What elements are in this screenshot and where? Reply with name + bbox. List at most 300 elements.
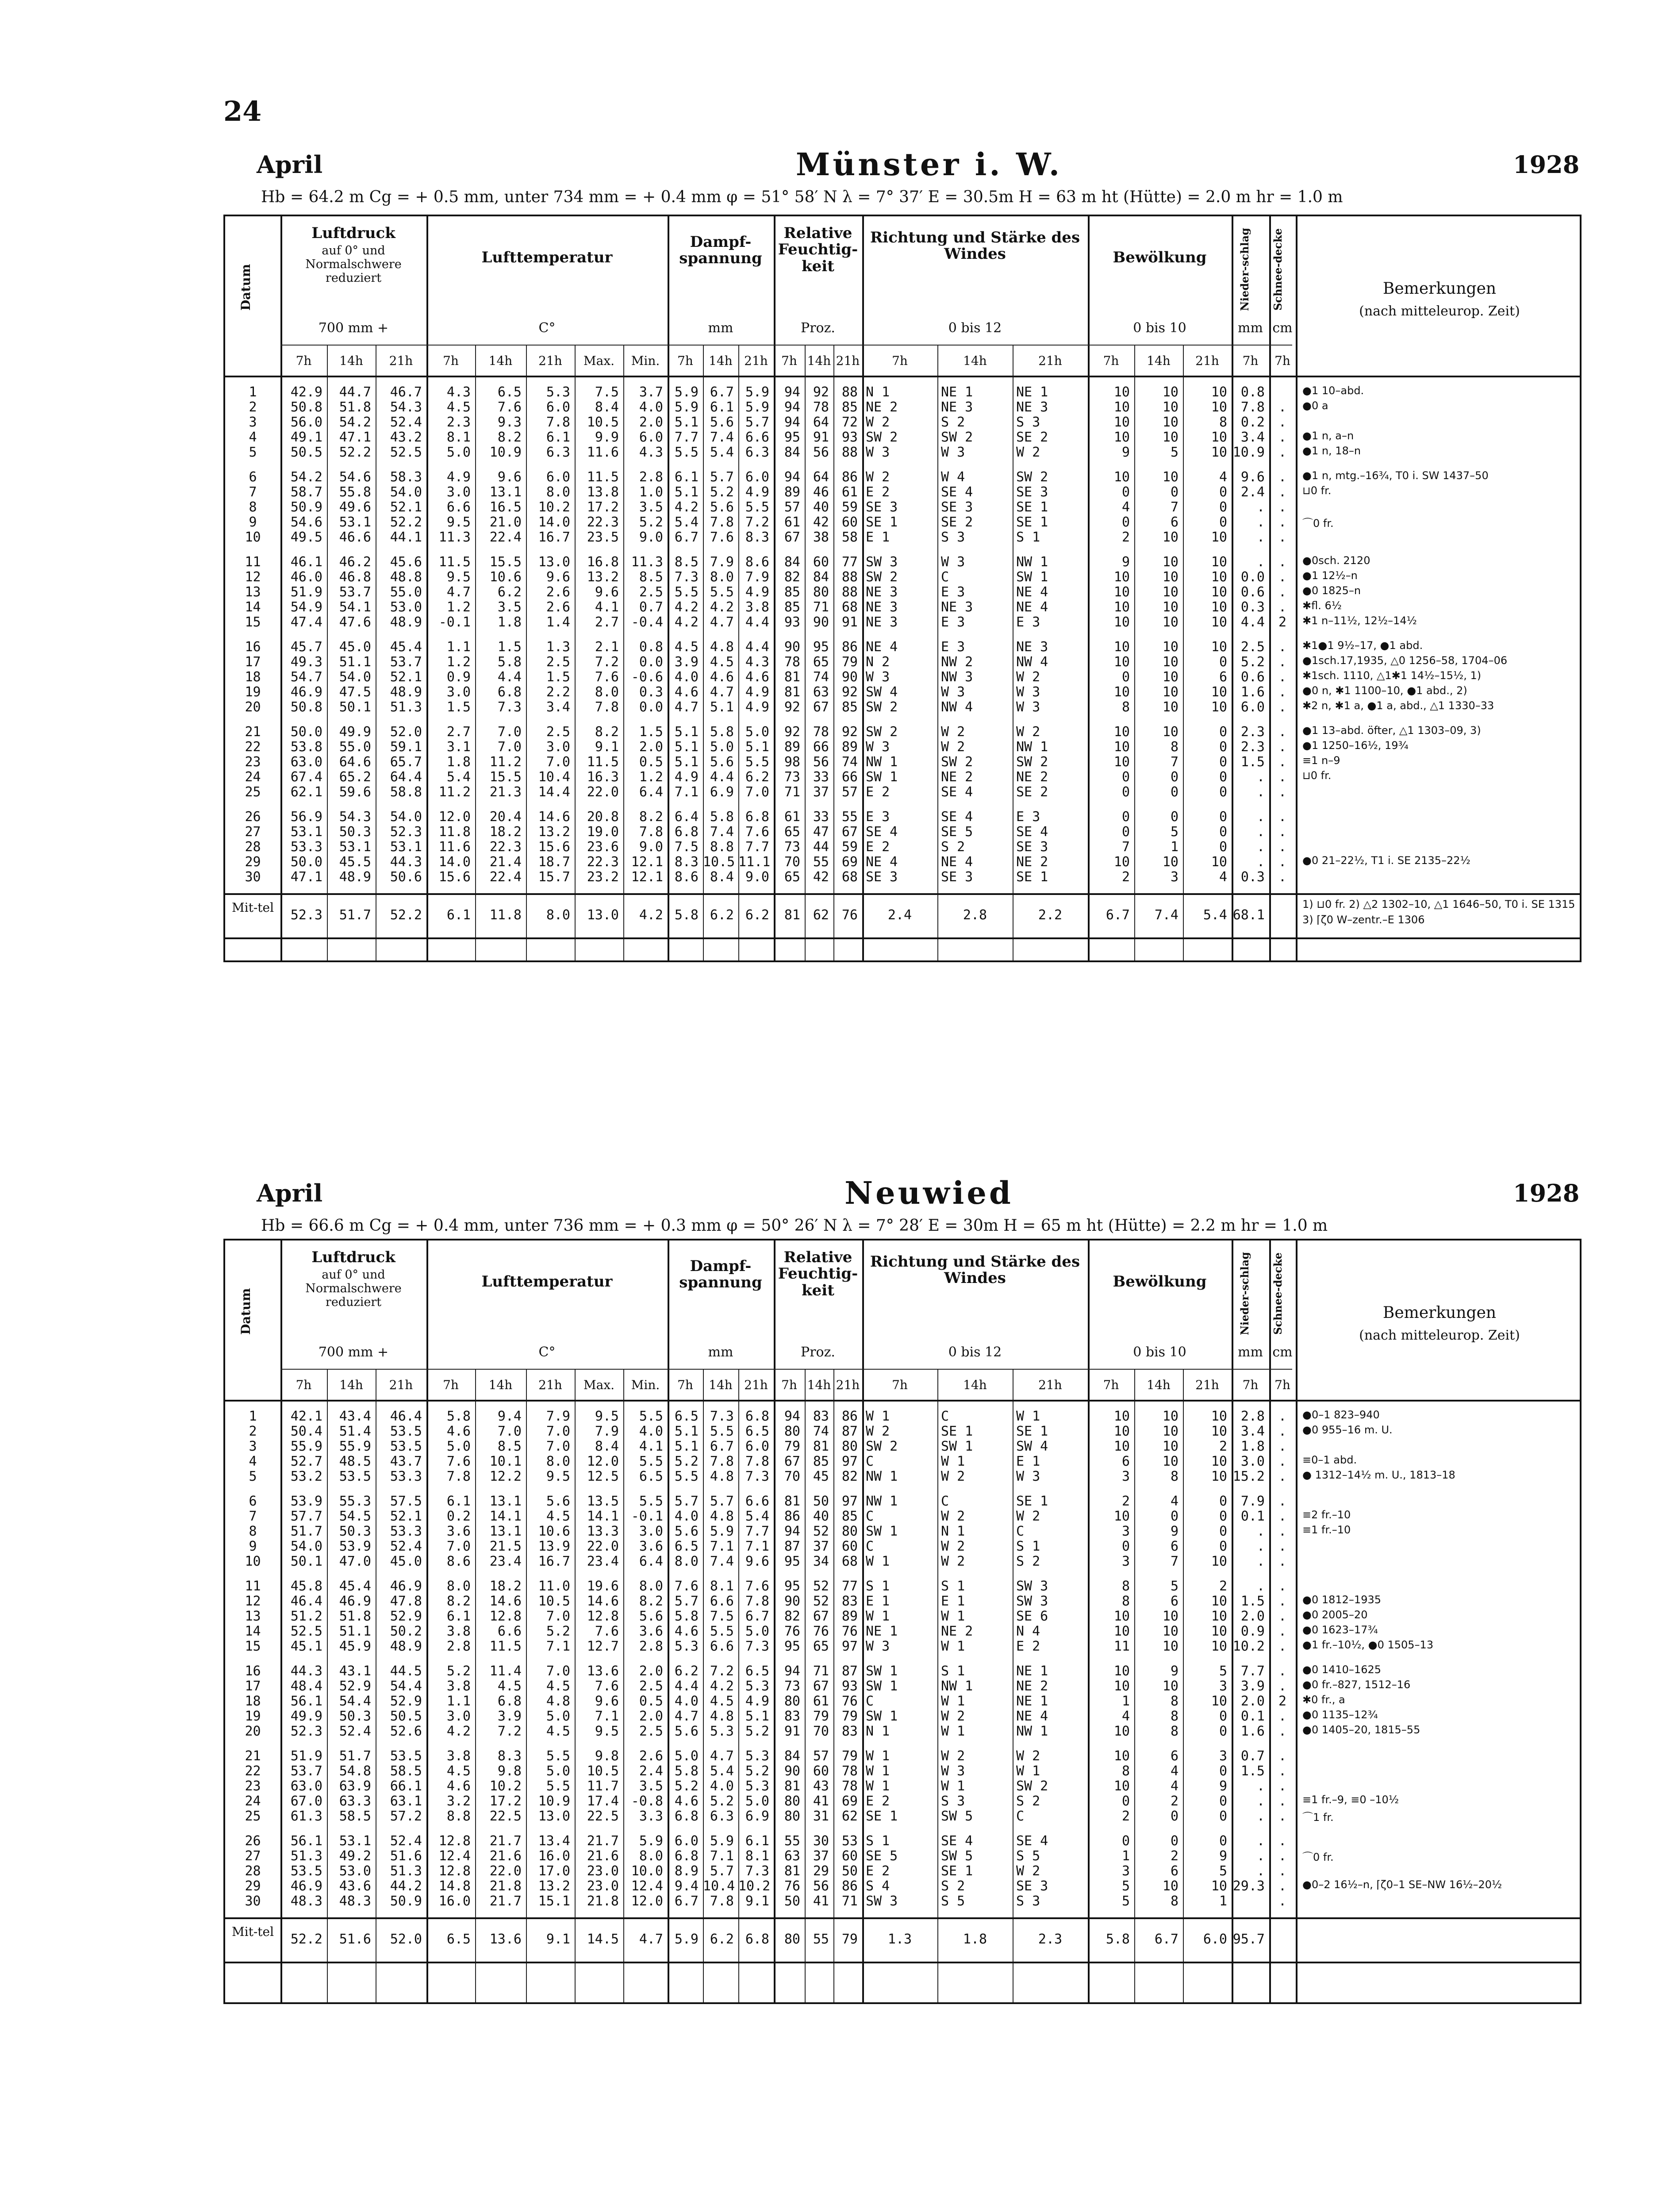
value-cell: 6.1: [446, 1609, 471, 1624]
remark-text: ≡1 n–9: [1302, 754, 1340, 767]
value-cell: 10.9: [538, 1793, 570, 1809]
value-cell: 0.9: [1240, 1624, 1265, 1639]
value-cell: 49.9: [339, 724, 371, 740]
max-label: Max.: [583, 1378, 615, 1392]
wind-cell: S 1: [941, 1663, 965, 1679]
value-cell: 9.0: [639, 839, 663, 855]
value-cell: 88: [841, 445, 858, 460]
value-cell: 10.6: [538, 1524, 570, 1539]
value-cell: 10.2: [1232, 1639, 1265, 1654]
value-cell: 0: [1121, 484, 1130, 500]
value-cell: 10: [1113, 599, 1130, 615]
value-cell: 8: [1121, 699, 1130, 715]
value-cell: 78: [841, 1763, 858, 1779]
date-cell: 10: [245, 530, 261, 545]
value-cell: 4.4: [745, 614, 769, 630]
value-cell: 5.6: [546, 1494, 570, 1509]
date-cell: 12: [245, 1594, 261, 1609]
value-cell: .: [1256, 824, 1265, 840]
value-cell: 5.3: [546, 384, 570, 400]
value-cell: 10: [1113, 614, 1130, 630]
value-cell: 6.3: [546, 445, 570, 460]
value-cell: 37: [813, 784, 829, 800]
value-cell: 6.6: [745, 430, 769, 445]
wind-cell: NE 2: [1016, 1678, 1048, 1694]
value-cell: 3: [1121, 1863, 1130, 1879]
value-cell: 9.1: [595, 739, 619, 755]
bemerkungen-header: Bemerkungen: [1382, 1304, 1497, 1322]
value-cell: 95: [784, 1578, 800, 1594]
value-cell: 3.1: [446, 739, 471, 755]
value-cell: 7.7: [745, 839, 769, 855]
schneedecke-header: Schnee-decke: [1271, 228, 1284, 311]
value-cell: 4.5: [446, 399, 471, 415]
value-cell: 79: [813, 1709, 829, 1724]
value-cell: 52.3: [390, 824, 422, 840]
value-cell: 3: [1219, 1748, 1227, 1764]
value-cell: 0: [1121, 824, 1130, 840]
value-cell: 92: [841, 684, 858, 700]
value-cell: 10: [1113, 399, 1130, 415]
value-cell: .: [1256, 1833, 1265, 1849]
wind-header: Richtung und Stärke des Windes: [870, 1253, 1080, 1287]
value-cell: 67: [813, 1609, 829, 1624]
value-cell: 1.2: [639, 769, 663, 785]
value-cell: 78: [841, 1778, 858, 1794]
value-cell: 53.9: [290, 1494, 322, 1509]
remark-text: ✱1●1 9½–17, ●1 abd.: [1302, 639, 1423, 652]
wind-cell: E 1: [866, 530, 890, 545]
value-cell: 61.3: [290, 1809, 322, 1824]
wind-cell: SW 1: [1016, 569, 1048, 585]
value-cell: 0: [1121, 784, 1130, 800]
value-cell: 6.5: [639, 1469, 663, 1484]
value-cell: 5.5: [639, 1494, 663, 1509]
value-cell: 10: [1211, 445, 1227, 460]
value-cell: 22.0: [587, 784, 619, 800]
value-cell: 56: [813, 754, 829, 770]
value-cell: 94: [784, 384, 800, 400]
value-cell: 3: [1170, 869, 1178, 885]
station-metadata: Hb = 64.2 m Cg = + 0.5 mm, unter 734 mm = + 0.4 mm φ = 51° 58′ N λ = 7° 37′ E = 30.5m H = 63 m ht (Hütte) = 2.0 m hr = 1.0 m: [261, 188, 1343, 206]
value-cell: 33: [813, 809, 829, 825]
value-cell: 2.6: [546, 584, 570, 600]
date-cell: 3: [249, 415, 257, 430]
mittel-value: 2.4: [887, 907, 912, 923]
value-cell: 7.0: [745, 784, 769, 800]
snow-cell: .: [1278, 699, 1287, 715]
wind-cell: S 1: [941, 1578, 965, 1594]
date-cell: 22: [245, 739, 261, 755]
wind-cell: NE 1: [866, 1624, 898, 1639]
hour-label: 14h: [709, 353, 733, 368]
value-cell: 2.4: [1240, 484, 1265, 500]
value-cell: 10: [1113, 1624, 1130, 1639]
value-cell: 46.8: [339, 569, 371, 585]
wind-cell: N 2: [866, 654, 890, 670]
value-cell: 10: [1113, 1409, 1130, 1424]
table-row: [225, 1709, 1580, 1724]
value-cell: 1.5: [546, 669, 570, 685]
wind-cell: C: [866, 1539, 874, 1554]
value-cell: 10: [1211, 430, 1227, 445]
value-cell: 46.9: [290, 684, 322, 700]
schneedecke-header: Schnee-decke: [1271, 1252, 1284, 1335]
value-cell: 50.9: [390, 1893, 422, 1909]
value-cell: 4.0: [639, 1424, 663, 1439]
value-cell: 13.0: [538, 554, 570, 570]
mittel-value: 76: [841, 907, 858, 923]
luftdruck-subtitle: auf 0° und Normalschwere reduziert: [305, 1268, 402, 1310]
remark-text: ●1 10–abd.: [1302, 384, 1364, 397]
value-cell: 50.0: [290, 854, 322, 870]
value-cell: .: [1256, 839, 1265, 855]
value-cell: 88: [841, 569, 858, 585]
value-cell: 8.2: [595, 724, 619, 740]
value-cell: 14.0: [438, 854, 471, 870]
value-cell: 13.4: [538, 1833, 570, 1849]
value-cell: 50.3: [339, 1709, 371, 1724]
date-cell: 2: [249, 399, 257, 415]
value-cell: 0.6: [1240, 584, 1265, 600]
value-cell: 0: [1121, 1833, 1130, 1849]
value-cell: 48.9: [390, 684, 422, 700]
wind-cell: W 3: [941, 684, 965, 700]
value-cell: 17.4: [587, 1793, 619, 1809]
hour-label: 14h: [1147, 353, 1171, 368]
value-cell: 87: [841, 1663, 858, 1679]
wind-cell: NE 4: [866, 854, 898, 870]
value-cell: 22.3: [489, 839, 522, 855]
table-row: [225, 415, 1580, 430]
value-cell: 6.0: [546, 399, 570, 415]
value-cell: 1.8: [446, 754, 471, 770]
value-cell: 34: [813, 1554, 829, 1569]
value-cell: 46.2: [339, 554, 371, 570]
value-cell: 0: [1170, 1509, 1178, 1524]
value-cell: 4.1: [639, 1439, 663, 1454]
value-cell: 5.3: [745, 1748, 769, 1764]
value-cell: 14.6: [538, 809, 570, 825]
wind-cell: SE 1: [1016, 1494, 1048, 1509]
wind-cell: SE 3: [941, 869, 973, 885]
footnote: 1) ⊔0 fr. 2) △2 1302–10, △1 1646–50, T0 i. SE 1315 3) ⌈ζ0 W–zentr.–E 1306: [1302, 898, 1575, 926]
value-cell: 7.6: [497, 399, 522, 415]
wind-cell: E 2: [866, 1793, 890, 1809]
mittel-value: 6.0: [1203, 1932, 1227, 1947]
hour-label: 21h: [1195, 1378, 1219, 1392]
value-cell: 15.7: [538, 869, 570, 885]
value-cell: 1.5: [1240, 754, 1265, 770]
table-row: [225, 599, 1580, 614]
value-cell: 1.4: [546, 614, 570, 630]
wind-cell: NW 1: [866, 754, 898, 770]
wind-cell: W 3: [1016, 1469, 1040, 1484]
value-cell: 5.6: [639, 1609, 663, 1624]
value-cell: 54.1: [339, 599, 371, 615]
value-cell: 91: [784, 1724, 800, 1739]
value-cell: 67.4: [290, 769, 322, 785]
value-cell: 89: [841, 1609, 858, 1624]
value-cell: 4.8: [710, 1709, 734, 1724]
value-cell: 9.3: [497, 415, 522, 430]
wind-cell: W 2: [941, 724, 965, 740]
value-cell: 47.1: [339, 430, 371, 445]
value-cell: 0.0: [639, 654, 663, 670]
wind-cell: SW 3: [1016, 1578, 1048, 1594]
value-cell: 10: [1162, 1624, 1178, 1639]
hour-label: 7h: [781, 353, 797, 368]
value-cell: 63: [813, 684, 829, 700]
value-cell: 16.3: [587, 769, 619, 785]
wind-cell: S 2: [941, 1878, 965, 1894]
wind-cell: SE 1: [941, 1424, 973, 1439]
value-cell: -0.4: [631, 614, 663, 630]
mittel-value: 9.1: [546, 1932, 570, 1947]
value-cell: 16.7: [538, 530, 570, 545]
value-cell: 15.5: [489, 769, 522, 785]
value-cell: 16.7: [538, 1554, 570, 1569]
value-cell: 1: [1121, 1694, 1130, 1709]
value-cell: 3.5: [497, 599, 522, 615]
value-cell: 4.2: [674, 614, 699, 630]
value-cell: 5.5: [639, 1409, 663, 1424]
date-cell: 11: [245, 1578, 261, 1594]
remark-text: ●1sch.17,1935, △0 1256–58, 1704–06: [1302, 654, 1508, 667]
mittel-value: 6.2: [710, 907, 734, 923]
value-cell: 7.4: [710, 430, 734, 445]
value-cell: 54.0: [390, 809, 422, 825]
wind-cell: W 2: [1016, 1863, 1040, 1879]
wind-cell: SW 2: [866, 569, 898, 585]
value-cell: 43.1: [339, 1663, 371, 1679]
value-cell: 53.2: [290, 1469, 322, 1484]
value-cell: 52.5: [390, 445, 422, 460]
value-cell: 4.6: [446, 1778, 471, 1794]
value-cell: 7.0: [546, 754, 570, 770]
value-cell: 46.6: [339, 530, 371, 545]
date-cell: 24: [245, 769, 261, 785]
mittel-value: 5.8: [1106, 1932, 1130, 1947]
table-row: [225, 1509, 1580, 1524]
value-cell: 8.8: [710, 839, 734, 855]
table-row: [225, 784, 1580, 799]
value-cell: 83: [841, 1724, 858, 1739]
value-cell: 14.8: [438, 1878, 471, 1894]
value-cell: 10: [1162, 699, 1178, 715]
value-cell: 52.2: [390, 515, 422, 530]
value-cell: 73: [784, 839, 800, 855]
value-cell: 5.8: [674, 1763, 699, 1779]
value-cell: 54.3: [390, 399, 422, 415]
mittel-value: 7.4: [1154, 907, 1178, 923]
station-year: 1928: [1513, 1179, 1580, 1207]
value-cell: 84: [784, 554, 800, 570]
value-cell: 49.1: [290, 430, 322, 445]
value-cell: 0: [1219, 1833, 1227, 1849]
snow-cell: .: [1278, 415, 1287, 430]
value-cell: 91: [841, 614, 858, 630]
value-cell: 16.0: [438, 1893, 471, 1909]
value-cell: 54.8: [339, 1763, 371, 1779]
value-cell: 45.0: [390, 1554, 422, 1569]
value-cell: 4.0: [674, 1509, 699, 1524]
value-cell: 5.1: [674, 1439, 699, 1454]
value-cell: 54.6: [290, 515, 322, 530]
table-row: [225, 499, 1580, 515]
value-cell: 22.4: [489, 869, 522, 885]
value-cell: 5.1: [674, 484, 699, 500]
value-cell: 5.7: [710, 1863, 734, 1879]
value-cell: 12.0: [631, 1893, 663, 1909]
remark-text: ●0 2005–20: [1302, 1609, 1368, 1621]
value-cell: 21.8: [489, 1878, 522, 1894]
value-cell: 10.5: [703, 854, 735, 870]
wind-cell: W 2: [941, 1748, 965, 1764]
value-cell: 5.2: [674, 1454, 699, 1469]
snow-cell: .: [1278, 554, 1287, 570]
wind-cell: SE 4: [1016, 824, 1048, 840]
remark-text: ●1 12½–n: [1302, 569, 1358, 582]
wind-cell: W 1: [941, 1639, 965, 1654]
value-cell: .: [1256, 530, 1265, 545]
snow-cell: .: [1278, 1539, 1287, 1554]
value-cell: 7.1: [710, 1848, 734, 1864]
value-cell: 0: [1170, 784, 1178, 800]
value-cell: 10: [1162, 1409, 1178, 1424]
value-cell: 2.8: [1240, 1409, 1265, 1424]
value-cell: 7: [1170, 499, 1178, 515]
value-cell: 81: [813, 1439, 829, 1454]
value-cell: 4.4: [710, 769, 734, 785]
date-cell: 29: [245, 1878, 261, 1894]
value-cell: 50.8: [290, 399, 322, 415]
remark-text: ●1 n, 18–n: [1302, 445, 1361, 457]
value-cell: 5: [1121, 1893, 1130, 1909]
value-cell: 21.3: [489, 784, 522, 800]
value-cell: 5: [1170, 824, 1178, 840]
hour-label: 7h: [1103, 1378, 1119, 1392]
value-cell: 21.4: [489, 854, 522, 870]
value-cell: 1.6: [1240, 1724, 1265, 1739]
table-row: [225, 1469, 1580, 1484]
value-cell: 57.5: [390, 1494, 422, 1509]
value-cell: 4.5: [674, 639, 699, 655]
value-cell: 80: [841, 1439, 858, 1454]
remark-text: ●0 1410–1625: [1302, 1663, 1381, 1676]
value-cell: 7.9: [1240, 1494, 1265, 1509]
value-cell: 4.6: [674, 1624, 699, 1639]
value-cell: 2.0: [639, 415, 663, 430]
value-cell: 10: [1162, 1439, 1178, 1454]
mittel-value: 51.7: [339, 907, 371, 923]
value-cell: 63.1: [390, 1793, 422, 1809]
value-cell: 52.4: [390, 1539, 422, 1554]
value-cell: 7.9: [710, 554, 734, 570]
snow-cell: .: [1278, 1748, 1287, 1764]
wind-cell: NE 4: [941, 854, 973, 870]
value-cell: 53.5: [390, 1424, 422, 1439]
value-cell: 14.6: [587, 1594, 619, 1609]
snow-cell: .: [1278, 445, 1287, 460]
value-cell: 0: [1170, 809, 1178, 825]
value-cell: 69: [841, 854, 858, 870]
value-cell: 10: [1211, 1639, 1227, 1654]
value-cell: 54.9: [290, 599, 322, 615]
value-cell: 7.7: [674, 430, 699, 445]
wind-cell: N 1: [866, 1724, 890, 1739]
date-cell: 10: [245, 1554, 261, 1569]
value-cell: 70: [813, 1724, 829, 1739]
mittel-value: 6.2: [745, 907, 769, 923]
wind-cell: W 2: [1016, 724, 1040, 740]
value-cell: 7.5: [674, 839, 699, 855]
date-cell: 17: [245, 654, 261, 670]
value-cell: 10: [1162, 654, 1178, 670]
value-cell: 54.7: [290, 669, 322, 685]
value-cell: 53.0: [339, 1863, 371, 1879]
value-cell: 10: [1211, 1594, 1227, 1609]
value-cell: 50.1: [290, 1554, 322, 1569]
snow-cell: .: [1278, 824, 1287, 840]
value-cell: 3.8: [745, 599, 769, 615]
value-cell: 4.9: [745, 699, 769, 715]
value-cell: 79: [784, 1439, 800, 1454]
value-cell: 85: [784, 599, 800, 615]
table-row: [225, 445, 1580, 460]
value-cell: 52.4: [390, 1833, 422, 1849]
value-cell: 69: [841, 1793, 858, 1809]
wind-cell: SE 3: [866, 869, 898, 885]
value-cell: 59.1: [390, 739, 422, 755]
value-cell: 7.8: [1240, 399, 1265, 415]
value-cell: 11.2: [489, 754, 522, 770]
value-cell: 66: [841, 769, 858, 785]
table-row: [225, 809, 1580, 824]
value-cell: 52.9: [390, 1609, 422, 1624]
table-row: [225, 1893, 1580, 1909]
value-cell: 70: [784, 854, 800, 870]
niederschlag-unit: mm: [1238, 320, 1263, 336]
value-cell: 9.6: [497, 469, 522, 485]
value-cell: 3.9: [674, 654, 699, 670]
wind-cell: SW 2: [1016, 1778, 1048, 1794]
value-cell: 13.1: [489, 1524, 522, 1539]
snow-cell: .: [1278, 1509, 1287, 1524]
value-cell: 2.4: [639, 1763, 663, 1779]
bemerkungen-subtitle: (nach mitteleurop. Zeit): [1359, 1328, 1520, 1343]
value-cell: .: [1256, 809, 1265, 825]
date-cell: 13: [245, 1609, 261, 1624]
value-cell: 87: [841, 1424, 858, 1439]
wind-cell: SW 2: [866, 1439, 898, 1454]
wind-cell: NW 1: [941, 1678, 973, 1694]
wind-cell: NE 4: [866, 639, 898, 655]
hour-label: 7h: [1103, 353, 1119, 368]
value-cell: 7.8: [595, 699, 619, 715]
table-row: [225, 1778, 1580, 1793]
value-cell: 2: [1121, 1494, 1130, 1509]
value-cell: 72: [841, 415, 858, 430]
value-cell: 7: [1170, 754, 1178, 770]
value-cell: 50.0: [290, 724, 322, 740]
remark-text: ≡1 fr.–9, ≡0 –10½: [1302, 1793, 1399, 1806]
remark-text: ⌒1 fr.: [1302, 1811, 1334, 1824]
value-cell: 7.6: [745, 824, 769, 840]
hour-label: 21h: [744, 353, 768, 368]
snow-cell: .: [1278, 530, 1287, 545]
value-cell: 51.8: [339, 399, 371, 415]
